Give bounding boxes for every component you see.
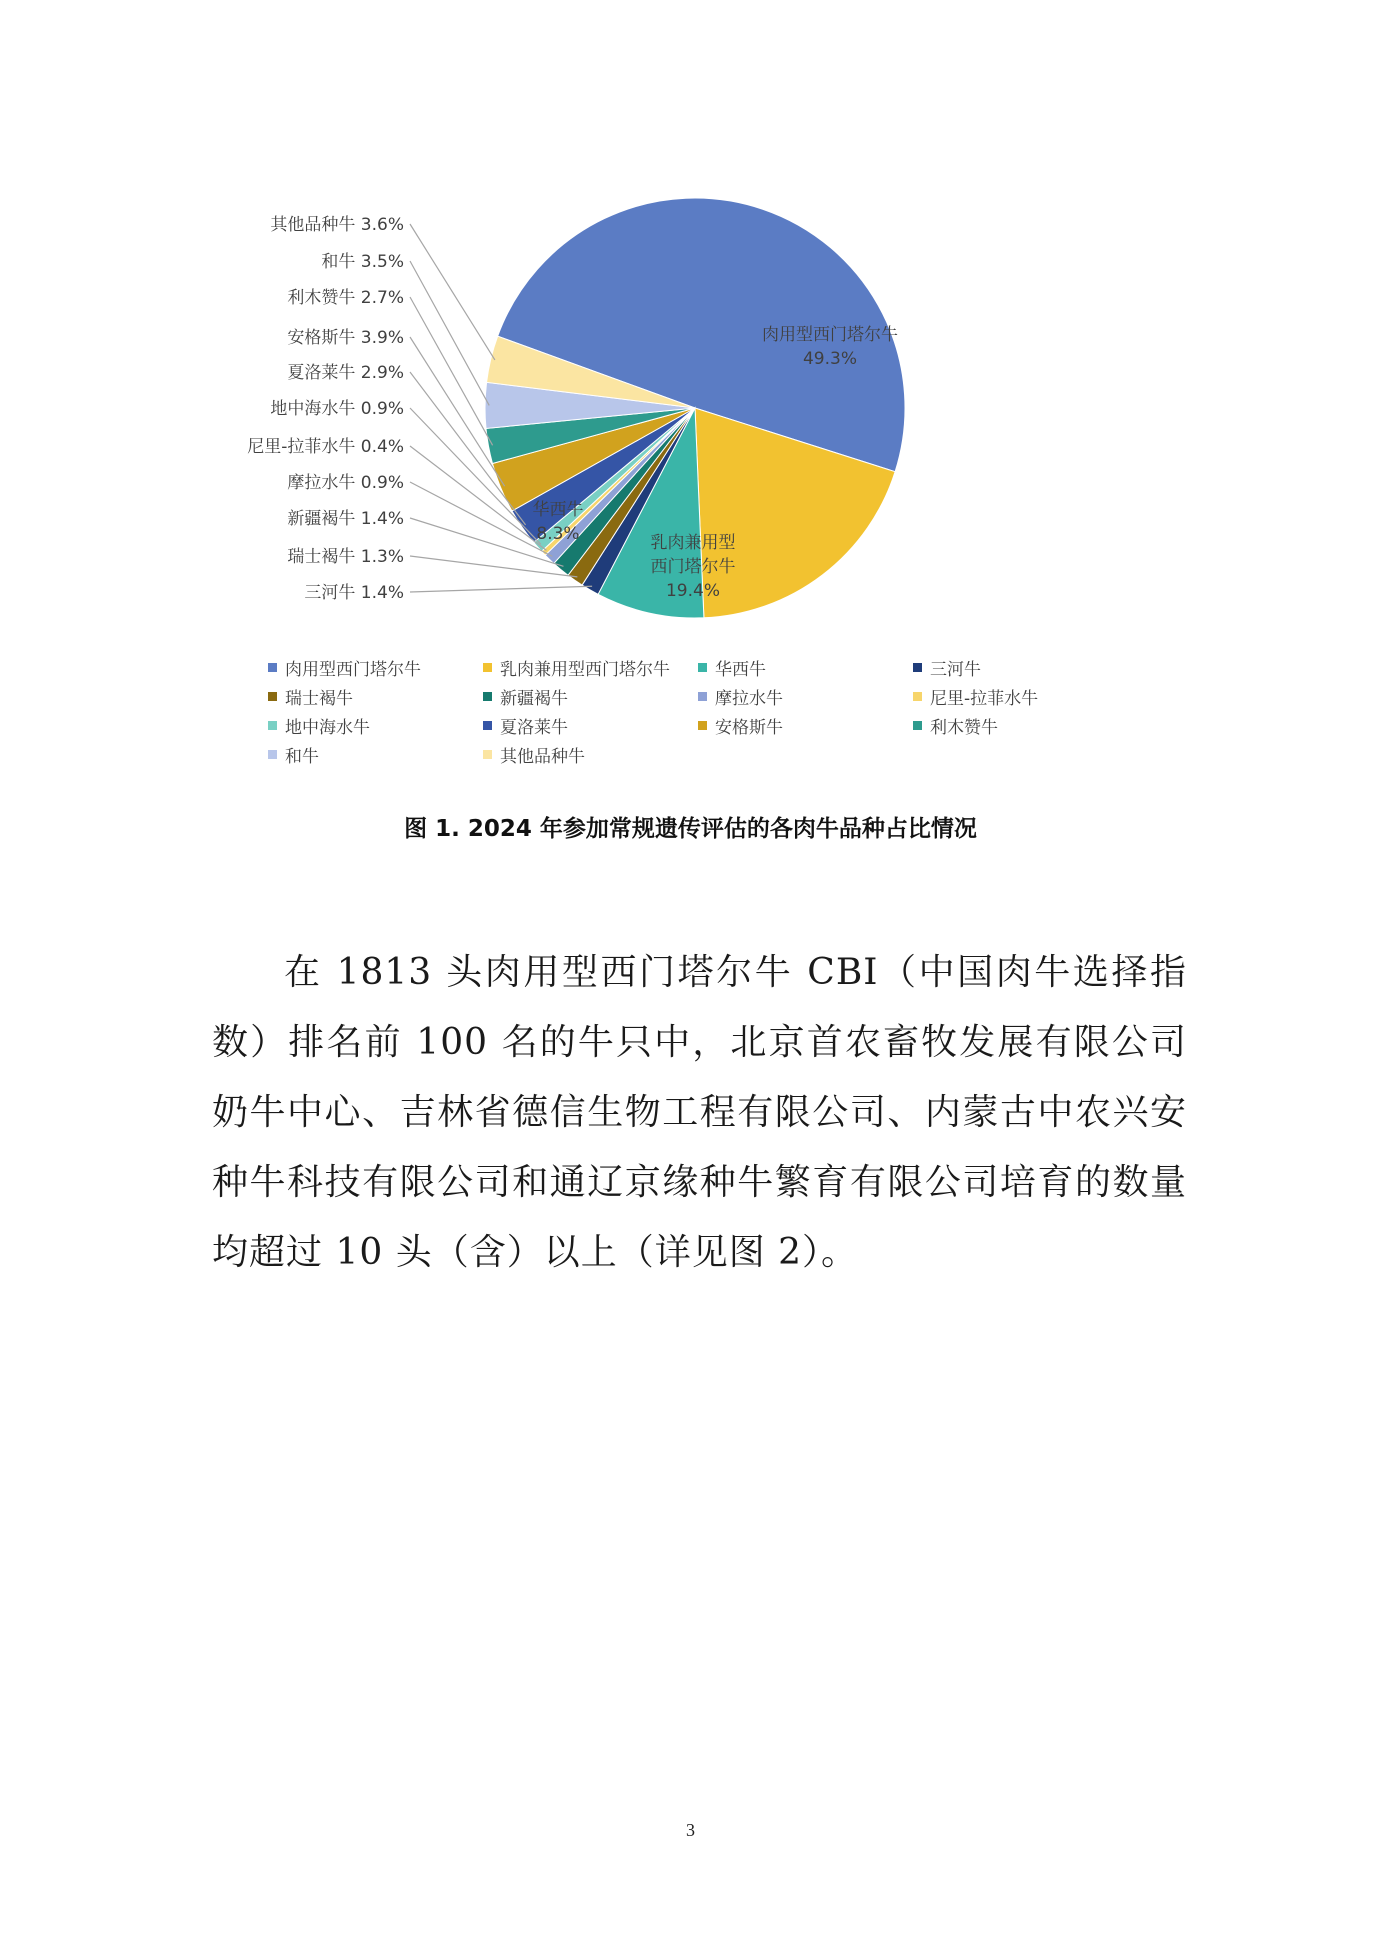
- legend-label: 新疆褐牛: [500, 688, 568, 709]
- legend-item: [913, 656, 1128, 678]
- legend-swatch: [268, 663, 277, 672]
- leader-line: [410, 586, 592, 592]
- legend-label: 华西牛: [715, 659, 766, 680]
- inside-slice-label: 肉用型西门塔尔牛: [762, 325, 898, 345]
- slice-label: 新疆褐牛 1.4%: [287, 509, 404, 529]
- legend-item: [483, 714, 698, 736]
- legend-item: [698, 685, 913, 707]
- legend-item: [698, 656, 913, 678]
- inside-slice-label: 19.4%: [665, 581, 721, 601]
- inside-slice-label: 华西牛: [532, 500, 584, 520]
- legend-item: [268, 714, 483, 736]
- legend-item: [483, 685, 698, 707]
- legend-item: [913, 685, 1128, 707]
- legend-swatch: [913, 692, 922, 701]
- slice-label: 其他品种牛 3.6%: [270, 215, 404, 235]
- inside-slice-label: 49.3%: [802, 349, 858, 369]
- leader-line: [410, 297, 493, 445]
- legend-item: [268, 743, 483, 765]
- legend-label: 肉用型西门塔尔牛: [285, 659, 421, 680]
- outside-labels: [247, 214, 404, 603]
- legend-item: [483, 743, 698, 765]
- legend-swatch: [268, 750, 277, 759]
- legend-swatch: [913, 663, 922, 672]
- inside-slice-label: 乳肉兼用型: [650, 533, 736, 553]
- legend-swatch: [268, 692, 277, 701]
- legend-swatch: [698, 692, 707, 701]
- slice-label: 地中海水牛 0.9%: [270, 399, 404, 419]
- legend-label: 三河牛: [930, 659, 981, 680]
- legend-label: 安格斯牛: [715, 717, 783, 738]
- slice-label: 摩拉水牛 0.9%: [287, 473, 404, 493]
- body-paragraph: 在 1813 头肉用型西门塔尔牛 CBI（中国肉牛选择指数）排名前 100 名的牛只中，北京首农畜牧发展有限公司奶牛中心、吉林省德信生物工程有限公司、内蒙古中农兴安种牛科技有限公司和通辽京缘种牛繁育有限公司培育的数量均超过 10 头（含）以上（详见图 2）。: [212, 952, 1187, 1273]
- slice-label: 利木赞牛 2.7%: [287, 288, 404, 308]
- chart-legend: [268, 656, 1128, 765]
- inside-slice-label: 西门塔尔牛: [650, 557, 736, 577]
- legend-label: 尼里-拉菲水牛: [930, 688, 1039, 709]
- leader-line: [410, 261, 489, 405]
- legend-swatch: [483, 692, 492, 701]
- pie-slices: [485, 198, 905, 618]
- slice-label: 尼里-拉菲水牛 0.4%: [247, 437, 404, 457]
- legend-label: 夏洛莱牛: [500, 717, 568, 738]
- legend-label: 摩拉水牛: [715, 688, 783, 709]
- legend-label: 瑞士褐牛: [285, 688, 353, 709]
- legend-item: [268, 685, 483, 707]
- legend-label: 其他品种牛: [500, 746, 585, 767]
- legend-swatch: [483, 663, 492, 672]
- legend-item: [913, 714, 1128, 736]
- slice-label: 瑞士褐牛 1.3%: [287, 547, 404, 567]
- slice-label: 安格斯牛 3.9%: [287, 328, 404, 348]
- legend-item: [698, 714, 913, 736]
- slice-label: 和牛 3.5%: [321, 252, 404, 272]
- legend-swatch: [483, 721, 492, 730]
- legend-label: 和牛: [285, 746, 319, 767]
- legend-swatch: [913, 721, 922, 730]
- slice-label: 夏洛莱牛 2.9%: [287, 363, 404, 383]
- legend-label: 乳肉兼用型西门塔尔牛: [500, 659, 670, 680]
- inside-slice-label: 8.3%: [536, 524, 580, 544]
- slice-label: 三河牛 1.4%: [304, 583, 404, 603]
- legend-item: [483, 656, 698, 678]
- legend-swatch: [698, 663, 707, 672]
- legend-label: 利木赞牛: [930, 717, 998, 738]
- page-number: 3: [686, 1820, 695, 1840]
- legend-item: [268, 656, 483, 678]
- legend-label: 地中海水牛: [285, 717, 370, 738]
- legend-swatch: [268, 721, 277, 730]
- legend-swatch: [698, 721, 707, 730]
- legend-swatch: [483, 750, 492, 759]
- figure-caption: 图 1. 2024 年参加常规遗传评估的各肉牛品种占比情况: [404, 816, 977, 842]
